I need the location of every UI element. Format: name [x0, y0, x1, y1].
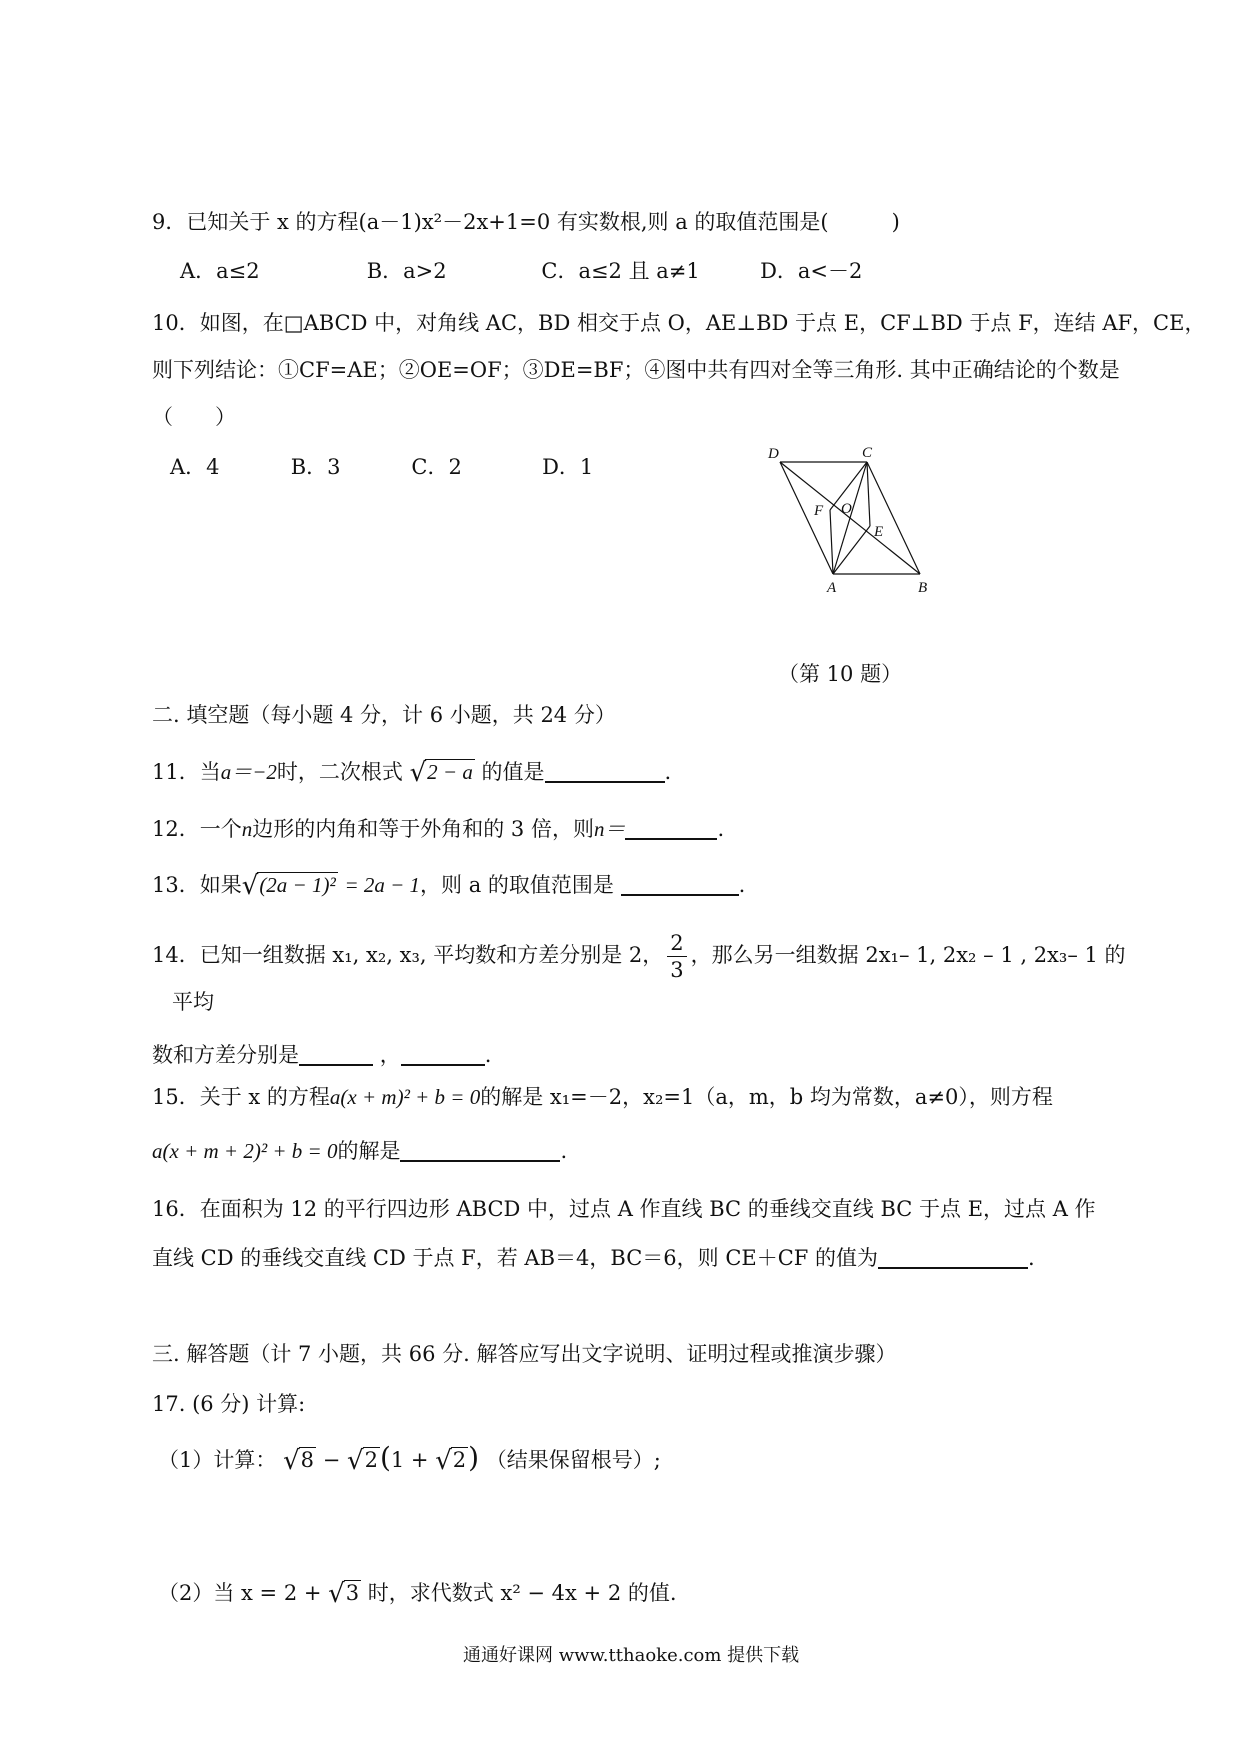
question-14-line2: 平均 — [172, 990, 214, 1014]
question-14-line1: 14．已知一组数据 x₁, x₂, x₃, 平均数和方差分别是 2， $\frac{2}{3}$ ，那么另一组数据 2x₁– 1, 2x₂ – 1 , 2x₃– 1 的 — [152, 931, 1126, 982]
parallelogram-figure — [760, 440, 940, 600]
question-13: 13．如果√(2a − 1)² = 2a − 1，则 a 的取值范围是 . — [152, 871, 746, 901]
answer-blank-mean[interactable] — [299, 1042, 373, 1066]
edge-ad — [780, 462, 833, 574]
question-15-line1: 15．关于 x 的方程a(x + m)² + b = 0的解是 x₁=－2，x₂=1（a，m，b 均为常数，a≠0），则方程 — [152, 1085, 1053, 1109]
option-b: B．3 — [290, 455, 341, 479]
label-e: E — [874, 524, 884, 540]
option-c: C．2 — [411, 455, 462, 479]
diagonal-bd — [780, 462, 920, 574]
section-2-heading: 二. 填空题（每小题 4 分，计 6 小题，共 24 分） — [152, 703, 616, 727]
question-11: 11．当a＝−2时，二次根式 √2 − a 的值是 . — [152, 758, 672, 788]
option-c: C．a≤2 且 a≠1 — [541, 259, 700, 283]
label-f: F — [814, 503, 824, 519]
question-10-options — [170, 452, 593, 482]
answer-blank[interactable] — [400, 1138, 560, 1162]
question-14-line3: 数和方差分别是 ， . — [152, 1043, 492, 1067]
question-15-line2: a(x + m + 2)² + b = 0的解是 . — [152, 1139, 568, 1163]
section-3-heading: 三. 解答题（计 7 小题，共 66 分. 解答应写出文字说明、证明过程或推演步骤） — [152, 1342, 897, 1366]
question-17-part1: （1）计算： √8 − √2(1 + √2) （结果保留根号）; — [158, 1441, 661, 1476]
question-10-paren: （ ） — [152, 405, 236, 429]
option-d: D．a<－2 — [760, 259, 863, 283]
segment-af — [830, 510, 833, 574]
option-a: A．4 — [170, 455, 220, 479]
question-9-stem: 9．已知关于 x 的方程(a－1)x²－2x+1=0 有实数根,则 a 的取值范围是( ) — [152, 210, 900, 234]
question-12: 12．一个n边形的内角和等于外角和的 3 倍，则n＝ . — [152, 817, 725, 841]
label-b: B — [918, 580, 928, 596]
label-d: D — [768, 446, 779, 462]
answer-blank[interactable] — [545, 759, 665, 783]
sqrt-icon: √ — [241, 871, 259, 901]
option-b: B．a>2 — [366, 259, 447, 283]
answer-blank[interactable] — [878, 1245, 1028, 1269]
page-footer: 通通好课网 www.tthaoke.com 提供下载 — [463, 1645, 800, 1666]
option-d: D．1 — [542, 455, 594, 479]
segment-ae — [833, 526, 870, 574]
question-16-line2: 直线 CD 的垂线交直线 CD 于点 F，若 AB＝4，BC＝6，则 CE＋CF 的值为 . — [152, 1246, 1035, 1270]
sqrt-icon: √ — [409, 758, 427, 788]
question-17-title: 17. (6 分) 计算: — [152, 1392, 306, 1416]
sqrt-icon: √ — [283, 1446, 300, 1476]
radicand: (2a − 1)² — [259, 873, 336, 897]
label-a: A — [827, 580, 837, 596]
label-o: O — [841, 501, 852, 517]
question-9-options — [180, 256, 862, 286]
sqrt-icon: √ — [435, 1446, 452, 1476]
question-10-stem-line1: 10．如图，在□ABCD 中，对角线 AC，BD 相交于点 O，AE⊥BD 于点 E，CF⊥BD 于点 F，连结 AF，CE， — [152, 311, 1206, 335]
radicand: 2 − a — [427, 760, 473, 784]
answer-blank[interactable] — [625, 816, 717, 840]
answer-blank-variance[interactable] — [401, 1042, 485, 1066]
question-16-line1: 16．在面积为 12 的平行四边形 ABCD 中，过点 A 作直线 BC 的垂线交直线 BC 于点 E，过点 A 作 — [152, 1197, 1096, 1221]
question-10-stem-line2: 则下列结论：①CF=AE；②OE=OF；③DE=BF；④图中共有四对全等三角形. 其中正确结论的个数是 — [152, 358, 1120, 382]
label-c: C — [862, 445, 873, 461]
option-a: A．a≤2 — [180, 259, 260, 283]
answer-blank[interactable] — [621, 872, 739, 896]
sqrt-icon: √ — [346, 1446, 364, 1476]
figure-caption: （第 10 题） — [778, 662, 903, 686]
edge-cb — [867, 462, 920, 574]
sqrt-icon: √ — [328, 1579, 345, 1609]
question-17-part2: （2）当 x = 2 + √3 时，求代数式 x² − 4x + 2 的值. — [158, 1579, 677, 1609]
fraction: $\frac{2}{3}$ — [667, 930, 686, 983]
segment-ce — [867, 462, 870, 526]
